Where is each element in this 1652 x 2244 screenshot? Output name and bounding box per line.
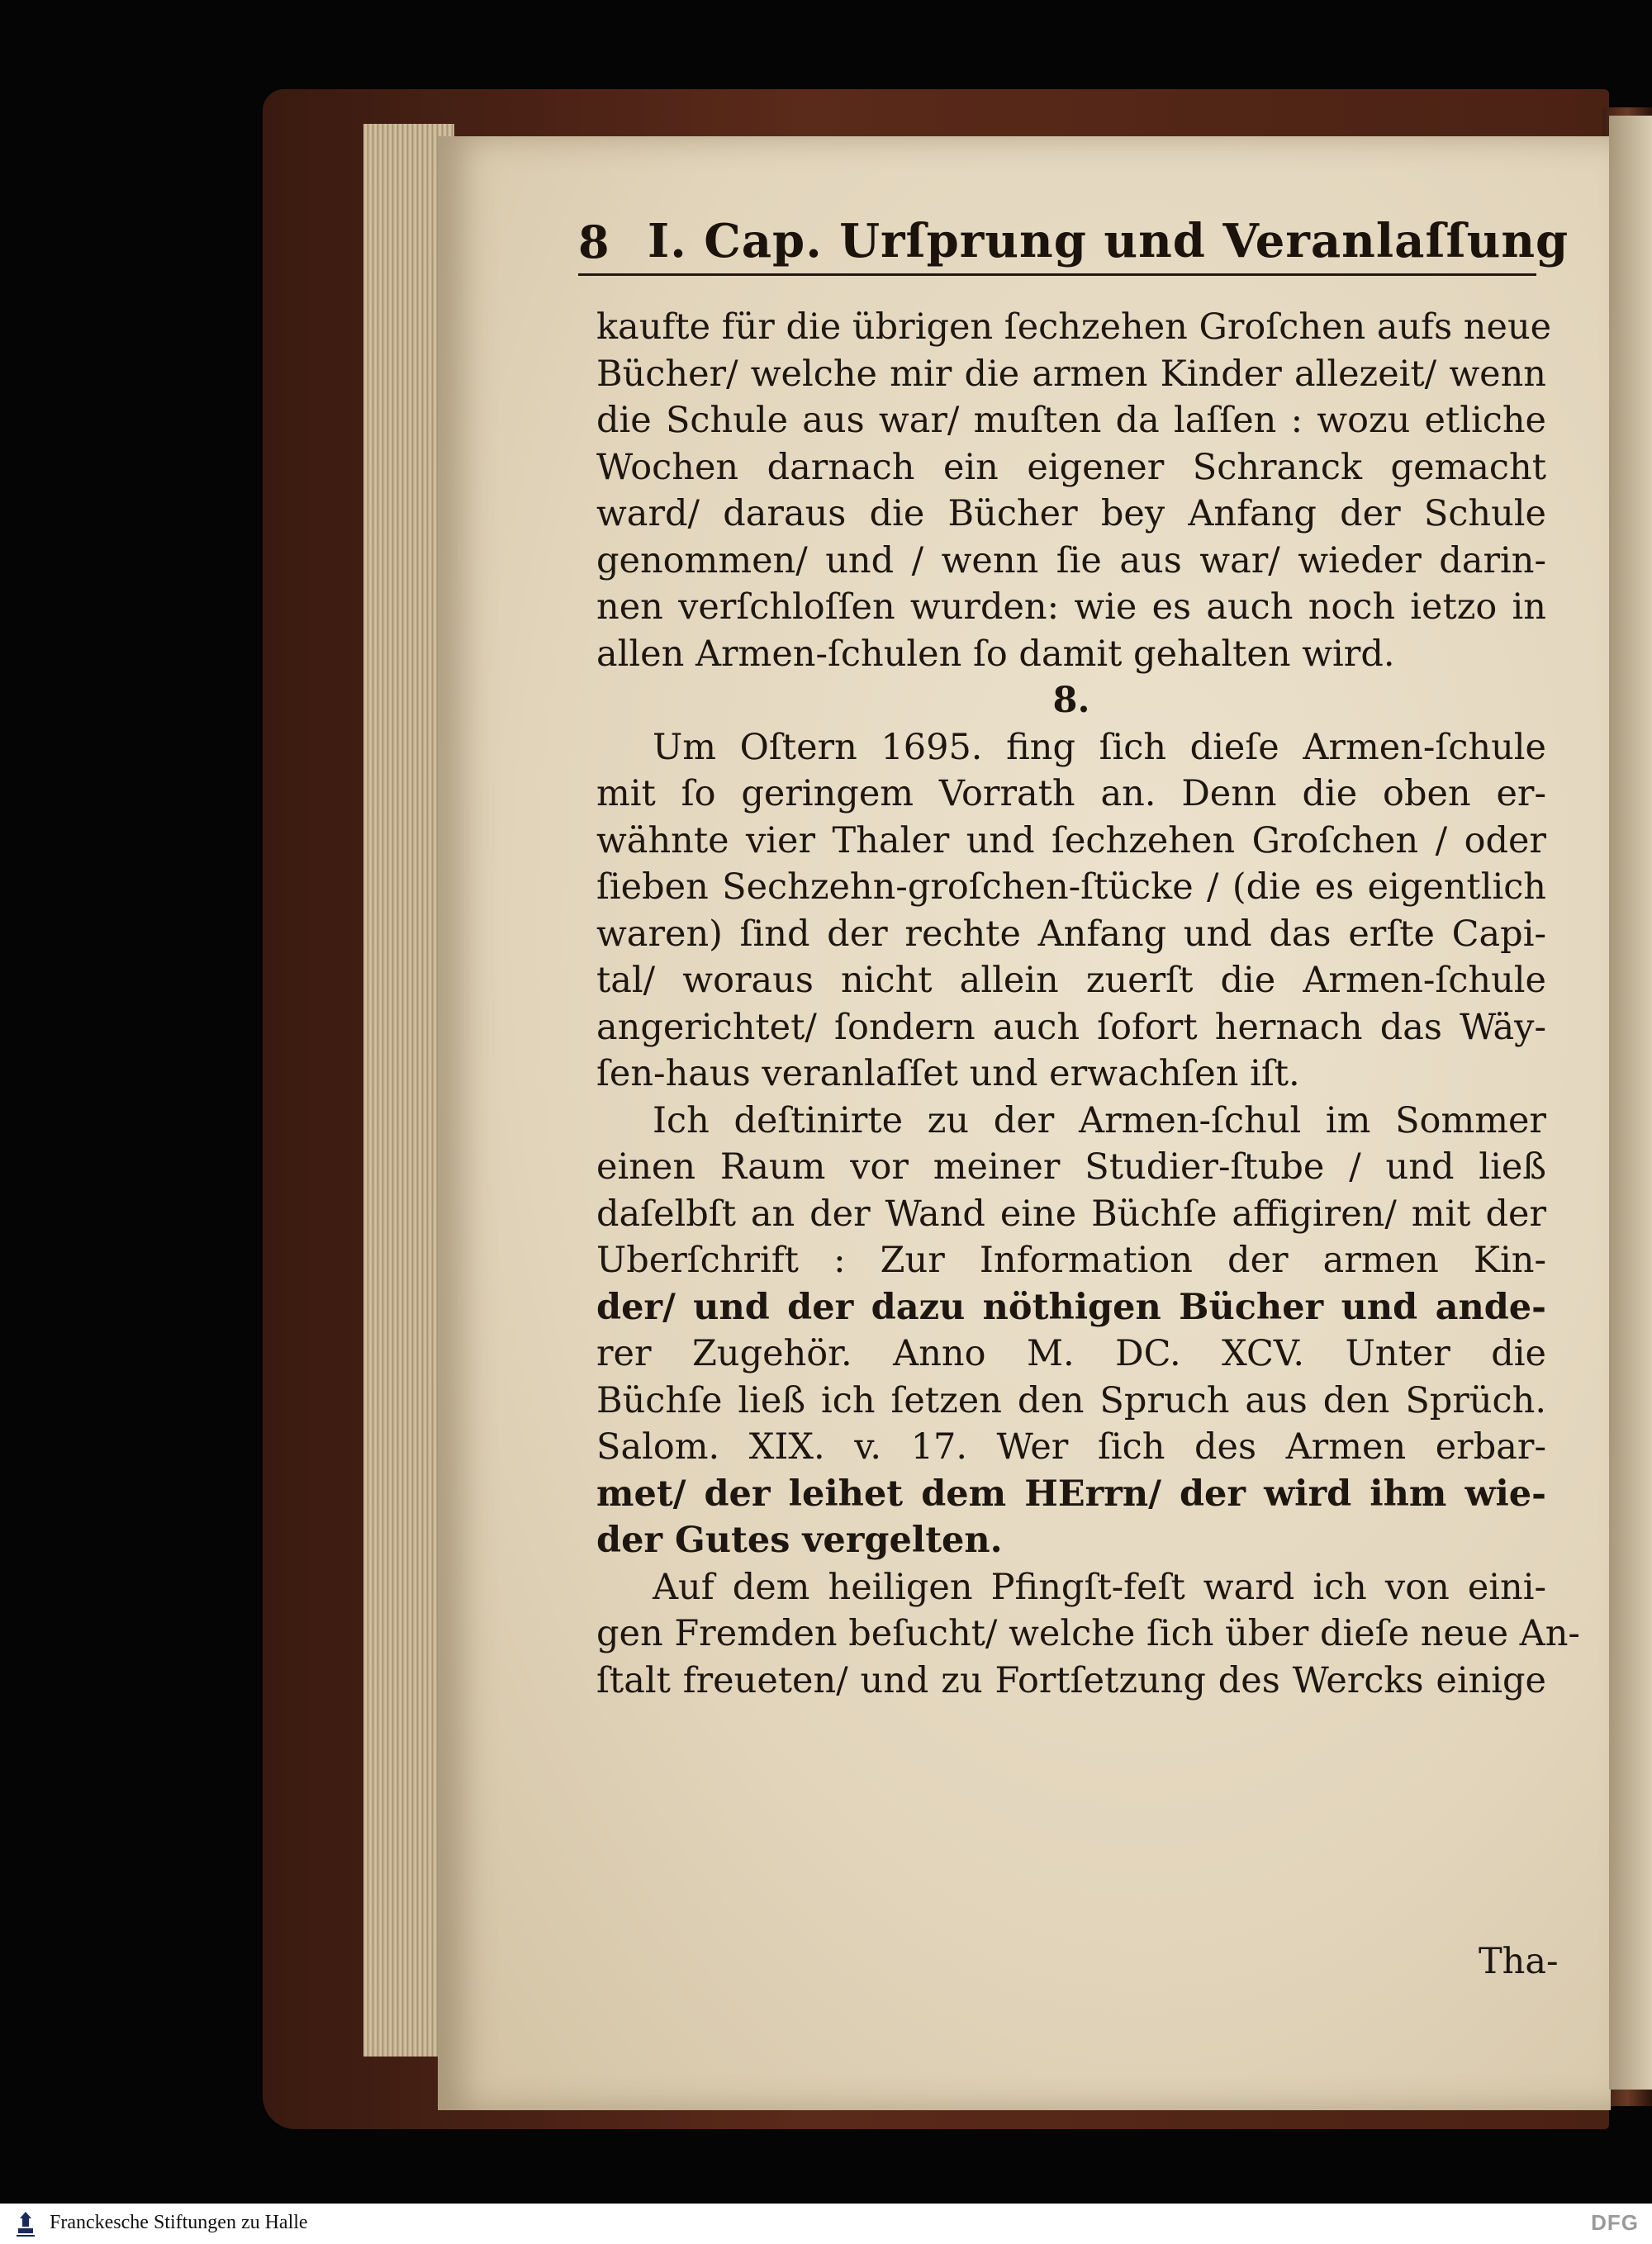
text-line: wähnte vier Thaler und ſechzehen Groſchen / oder [596, 819, 1546, 861]
text-line: tal/ woraus nicht allein zuerſt die Armen-ſchule [596, 960, 1546, 1001]
page-header [578, 211, 1569, 276]
text-line: mit ſo geringem Vorrath an. Denn die oben er- [596, 773, 1546, 814]
text-line: die Schule aus war/ muſten da laſſen : wozu etliche [596, 400, 1546, 441]
text-line: ſieben Sechzehn-groſchen-ſtücke / (die es eigentlich [596, 866, 1546, 908]
text-line: nen verſchloſſen wurden: wie es auch noch ietzo in [596, 586, 1546, 628]
text-line: Auf dem heiligen Pfingſt-feſt ward ich von eini- [653, 1566, 1546, 1608]
text-line: Bücher/ welche mir die armen Kinder allezeit/ wenn [596, 353, 1546, 395]
text-line: Büchſe ließ ich ſetzen den Spruch aus den Sprüch. [596, 1379, 1546, 1421]
page-number: 8 [578, 216, 610, 268]
text-line: ward/ daraus die Bücher bey Anfang der Schule [596, 493, 1546, 534]
text-line: waren) ſind der rechte Anfang und das erſte Capi- [596, 913, 1546, 955]
text-line: Wochen darnach ein eigener Schranck gemacht [596, 446, 1546, 488]
footer-dfg-logo: DFG [1591, 2210, 1639, 2235]
text-line: Salom. XIX. v. 17. Wer ſich des Armen erbar- [596, 1426, 1546, 1468]
viewer-footer [0, 2204, 1652, 2244]
footer-institution: Franckesche Stiftungen zu Halle [50, 2212, 308, 2233]
running-title: I. Cap. Urſprung und Veranlaſſung [648, 214, 1569, 268]
text-line: ſen-haus veranlaſſet und erwachſen iſt. [596, 1053, 1300, 1094]
text-line: Ich deſtinirte zu der Armen-ſchul im Sommer [653, 1099, 1546, 1141]
text-line: der/ und der dazu nöthigen Bücher und ande- [596, 1286, 1546, 1328]
facing-page-edge [1609, 116, 1652, 2090]
text-line: rer Zugehör. Anno M. DC. XCV. Unter die [596, 1333, 1546, 1374]
text-line: einen Raum vor meiner Studier-ſtube / und ließ [596, 1146, 1546, 1188]
text-line: ſtalt freueten/ und zu Fortſetzung des Wercks einige [596, 1659, 1546, 1701]
text-line: allen Armen-ſchulen ſo damit gehalten wird. [596, 633, 1395, 675]
text-line: gen Fremden beſucht/ welche ſich über dieſe neue An- [596, 1613, 1580, 1654]
text-line: met/ der leihet dem HErrn/ der wird ihm wie- [596, 1473, 1546, 1515]
text-line: kaufte für die übrigen ſechzehen Groſchen aufs neue [596, 306, 1552, 348]
section-number: 8. [1052, 680, 1090, 721]
text-line: angerichtet/ ſondern auch ſofort hernach das Wäy- [596, 1006, 1546, 1048]
text-line: Uberſchrift : Zur Information der armen Kin- [596, 1240, 1546, 1281]
catchword: Tha- [1479, 1941, 1559, 1982]
text-line: der Gutes vergelten. [596, 1520, 1003, 1561]
text-line: daſelbſt an der Wand eine Büchſe affigiren/ mit der [596, 1193, 1546, 1235]
text-line: genommen/ und / wenn ſie aus war/ wieder darin- [596, 539, 1546, 581]
text-line: Um Oſtern 1695. fing ſich dieſe Armen-ſchule [653, 726, 1546, 768]
body-text [596, 304, 1580, 1704]
foundation-logo-icon [10, 2208, 41, 2240]
